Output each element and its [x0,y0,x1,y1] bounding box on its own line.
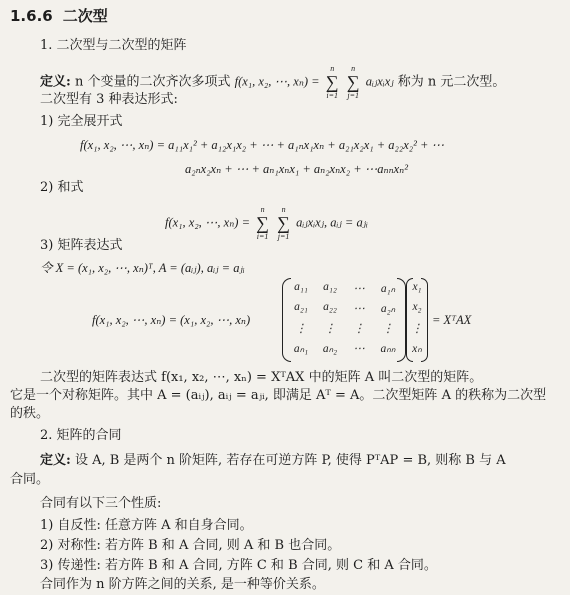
sum-symbol-j-2: n ∑ j=1 [277,205,290,241]
closing-statement: 合同作为 n 阶方阵之间的关系, 是一种等价关系。 [40,577,325,592]
matrix-cell: aₙ₂ [322,343,338,355]
form3-label: 3) 矩阵表达式 [40,238,123,253]
section-heading [10,8,108,24]
form3-let: 令 X = (x₁, x₂, ⋯, xₙ)ᵀ, A = (aᵢⱼ), aᵢⱼ = aⱼᵢ [40,261,245,275]
definition-congruence-line2: 合同。 [10,472,50,487]
sum-symbol-i-2: n ∑ i=1 [256,205,269,241]
matrix-cell: ⋯ [353,303,365,315]
vector-cell: x₂ [412,301,422,313]
section-title: 二次型 [62,7,108,25]
matrix-A [282,278,406,362]
form2-label: 2) 和式 [40,180,84,195]
matrix-cell: a₂ₙ [380,303,396,315]
matrix-cell: ⋮ [295,323,307,335]
matrix-cell: ⋮ [382,323,394,335]
matrix-cell: a₁₂ [323,281,337,293]
definition-label-2: 定义: [40,453,71,468]
definition-expr: f(x₁, x₂, ⋯, xₙ) = [234,74,320,89]
form1-label: 1) 完全展开式 [40,114,123,129]
property-reflexive: 1) 自反性: 任意方阵 A 和自身合同。 [40,518,253,533]
sum-symbol-j: n ∑ j=1 [346,64,360,100]
forms-intro: 二次型有 3 种表达形式: [40,92,178,107]
form1-expansion-line2: a₂ₙx₂xₙ + ⋯ + aₙ₁xₙx₁ + aₙ₂xₙx₂ + ⋯aₙₙxₙ² [185,162,408,176]
property-transitive: 3) 传递性: 若方阵 B 和 A 合同, 方阵 C 和 B 合同, 则 C 和 A 合同。 [40,558,437,573]
matrix-cell: aₙₙ [380,343,396,355]
section-number: 1.6.6 [10,7,53,25]
matrix-paragraph-line1: 二次型的矩阵表达式 f(x₁, x₂, ⋯, xₙ) = XᵀAX 中的矩阵 A 叫二次型的矩阵。 [40,370,483,385]
matrix-cell: ⋮ [353,323,365,335]
matrix-cell: ⋮ [324,323,336,335]
property-symmetric: 2) 对称性: 若方阵 B 和 A 合同, 则 A 和 B 也合同。 [40,538,341,553]
properties-intro: 合同有以下三个性质: [40,496,162,511]
vector-cell: xₙ [412,343,422,355]
definition-lead: n 个变量的二次齐次多项式 [74,74,231,90]
definition-tail: 称为 n 元二次型。 [397,74,506,90]
matrix-cell: ⋯ [353,343,365,355]
form1-expansion-line1: f(x₁, x₂, ⋯, xₙ) = a₁₁x₁² + a₁₂x₁x₂ + ⋯ + a₁ₙx₁xₙ + a₂₁x₂x₁ + a₂₂x₂² + ⋯ [80,138,445,152]
matrix-cell: a₂₂ [323,301,337,313]
definition-label: 定义: [40,74,71,90]
matrix-paragraph-line2: 它是一个对称矩阵。其中 A = (aᵢⱼ), aᵢⱼ = aⱼᵢ, 即满足 Aᵀ = A。二次型矩阵 A 的秩称为二次型 [10,388,547,403]
form3-lhs: f(x₁, x₂, ⋯, xₙ) = (x₁, x₂, ⋯, xₙ) [92,313,251,327]
matrix-cell: ⋯ [353,283,365,295]
vector-cell: x₁ [412,281,422,293]
matrix-cell: a₁₁ [294,281,308,293]
definition-term: aᵢⱼxᵢxⱼ [365,74,394,89]
sum-symbol-i: n ∑ i=1 [325,64,339,100]
matrix-cell: a₁ₙ [380,283,396,295]
matrix-cell: aₙ₁ [293,343,309,355]
vector-X [406,278,428,362]
matrix-paragraph-line3: 的秩。 [10,406,50,421]
matrix-cell: a₂₁ [294,301,308,313]
form2-sum-expression: f(x₁, x₂, ⋯, xₙ) = n ∑ i=1 n ∑ j=1 aᵢⱼxᵢxⱼ, aᵢⱼ = aⱼᵢ [165,205,369,241]
subsection-title-1: 1. 二次型与二次型的矩阵 [40,38,187,53]
form3-rhs: = XᵀAX [432,313,472,327]
definition-congruence-line1: 定义: 设 A, B 是两个 n 阶矩阵, 若存在可逆方阵 P, 使得 PᵀAP = B, 则称 B 与 A [40,453,506,468]
subsection-title-2: 2. 矩阵的合同 [40,428,122,443]
vector-cell: ⋮ [411,323,423,335]
